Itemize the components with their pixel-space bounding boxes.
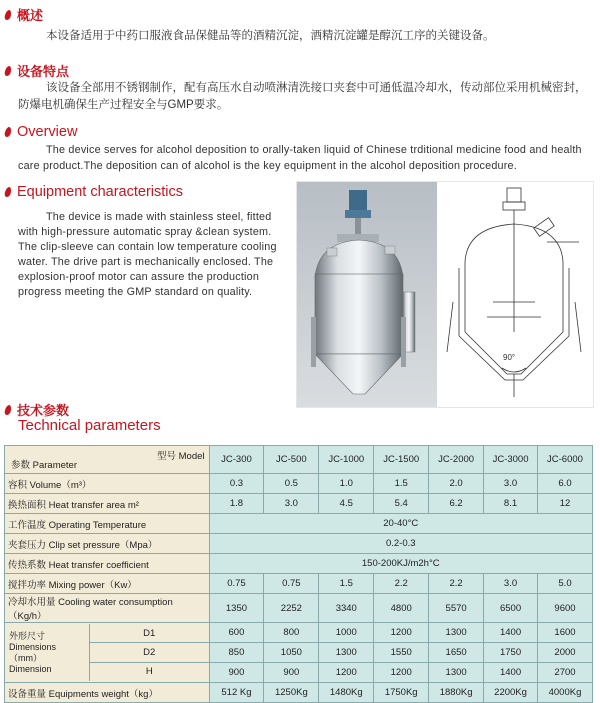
overview-en-title: Overview <box>4 124 77 140</box>
table-cell: 1550 <box>374 643 429 663</box>
table-cell: 600 <box>209 623 264 643</box>
features-en-line: explosion-proof motor can assure the production <box>18 271 260 283</box>
table-cell: 6500 <box>484 594 538 623</box>
model-header: JC-300 <box>209 446 264 474</box>
table-cell: 2000 <box>538 643 593 663</box>
features-en-title: Equipment characteristics <box>4 184 183 200</box>
table-row-d1 <box>5 623 593 643</box>
table-cell: 1300 <box>429 623 484 643</box>
table-cell: 1250Kg <box>264 683 319 703</box>
table-cell: 4000Kg <box>538 683 593 703</box>
table-cell: 3.0 <box>484 474 538 494</box>
tech-en-title: Technical parameters <box>18 417 161 434</box>
table-cell: 1.5 <box>319 574 374 594</box>
table-cell: 0.3 <box>209 474 264 494</box>
table-cell: 4800 <box>374 594 429 623</box>
table-cell: 850 <box>209 643 264 663</box>
overview-en-line1: The device serves for alcohol deposition to orally-taken liquid of Chinese trditional medicine food and health <box>46 144 582 156</box>
table-cell: 5570 <box>429 594 484 623</box>
features-en-line: with high-pressure automatic spray &clean system. <box>18 226 272 238</box>
table-cell: 1200 <box>319 663 374 683</box>
row-label: 冷却水用量 Cooling water consumption（Kg/h） <box>5 594 210 623</box>
table-row-weight <box>5 683 593 703</box>
overview-cn-text: 本设备适用于中药口服液食品保健品等的酒精沉淀，酒精沉淀罐是醇沉工序的关键设备。 <box>46 30 495 42</box>
features-en-line: water. The drive part is mechanically enclosed. The <box>18 256 274 268</box>
table-cell: 0.2-0.3 <box>209 534 592 554</box>
row-label: 传热系数 Heat transfer coefficient <box>5 554 210 574</box>
model-header: JC-1500 <box>374 446 429 474</box>
table-cell: 1050 <box>264 643 319 663</box>
features-cn-title: 设备特点 <box>4 61 69 80</box>
table-cell: 1350 <box>209 594 264 623</box>
table-cell: 5.0 <box>538 574 593 594</box>
table-cell: 1400 <box>484 663 538 683</box>
table-cell: 1.5 <box>374 474 429 494</box>
table-row-volume <box>5 474 593 494</box>
table-cell: 1650 <box>429 643 484 663</box>
table-cell: 1200 <box>374 623 429 643</box>
row-label: 换热面积 Heat transfer area m² <box>5 494 210 514</box>
table-cell: 8.1 <box>484 494 538 514</box>
overview-cn-title: 概述 <box>4 5 43 24</box>
red-drop-icon <box>4 127 12 137</box>
model-header: JC-2000 <box>429 446 484 474</box>
table-cell: 4.5 <box>319 494 374 514</box>
features-en-line: The device is made with stainless steel, fitted <box>46 211 272 223</box>
table-cell: 1300 <box>429 663 484 683</box>
table-cell: 1480Kg <box>319 683 374 703</box>
table-cell: 6.0 <box>538 474 593 494</box>
overview-en-line2: care product.The deposition can of alcohol is the key equipment in the alcohol deposition procedure. <box>18 160 517 172</box>
table-cell: 2.0 <box>429 474 484 494</box>
table-cell: 800 <box>264 623 319 643</box>
table-cell: 3.0 <box>264 494 319 514</box>
table-cell: 1750Kg <box>374 683 429 703</box>
table-row-header <box>5 446 593 474</box>
model-header: JC-3000 <box>484 446 538 474</box>
features-cn-line1: 该设备全部用不锈钢制作，配有高压水自动喷淋清洗接口夹套中可通低温冷却水，传动部位采用机械密封， <box>46 82 587 94</box>
table-cell: 900 <box>264 663 319 683</box>
table-cell: 3340 <box>319 594 374 623</box>
table-cell: 1400 <box>484 623 538 643</box>
header-corner: 型号 Model 参数 Parameter <box>5 446 210 474</box>
table-cell: 2252 <box>264 594 319 623</box>
features-en-line: progress meeting the GMP standard on quality. <box>18 286 253 298</box>
model-header: JC-6000 <box>538 446 593 474</box>
table-row-cooling <box>5 594 593 623</box>
table-cell: 2.2 <box>429 574 484 594</box>
equipment-image <box>296 181 594 408</box>
table-row-power <box>5 574 593 594</box>
model-header: JC-500 <box>264 446 319 474</box>
features-en-line: The clip-sleeve can contain low temperature cooling <box>18 241 277 253</box>
angle-label: 90° <box>503 353 516 362</box>
table-cell: 150-200KJ/m2h°C <box>209 554 592 574</box>
model-header: JC-1000 <box>319 446 374 474</box>
table-cell: 0.75 <box>264 574 319 594</box>
row-label: 设备重量 Equipments weight（kg） <box>5 683 210 703</box>
table-cell: 3.0 <box>484 574 538 594</box>
table-cell: 5.4 <box>374 494 429 514</box>
table-row-pressure <box>5 534 593 554</box>
table-row-coefficient <box>5 554 593 574</box>
table-cell: 1600 <box>538 623 593 643</box>
table-cell: 1.8 <box>209 494 264 514</box>
table-cell: 1.0 <box>319 474 374 494</box>
tank-illustration <box>297 182 593 407</box>
spec-table <box>4 445 593 703</box>
table-cell: 1750 <box>484 643 538 663</box>
row-label: 工作温度 Operating Temperature <box>5 514 210 534</box>
table-cell: 2200Kg <box>484 683 538 703</box>
dimensions-label: 外形尺寸 Dimensions （mm） Dimension D1 D2 H <box>5 623 210 683</box>
table-cell: 1000 <box>319 623 374 643</box>
row-label: 夹套压力 Clip set pressure（Mpa） <box>5 534 210 554</box>
red-drop-icon <box>4 66 12 76</box>
row-label: 搅拌功率 Mixing power（Kw） <box>5 574 210 594</box>
table-cell: 12 <box>538 494 593 514</box>
table-cell: 1300 <box>319 643 374 663</box>
features-cn-line2: 防爆电机确保生产过程安全与GMP要求。 <box>18 99 229 111</box>
table-cell: 0.75 <box>209 574 264 594</box>
row-label: 容积 Volume（m³） <box>5 474 210 494</box>
table-cell: 2.2 <box>374 574 429 594</box>
red-drop-icon <box>4 187 12 197</box>
tech-cn-title: 技术参数 <box>4 400 69 419</box>
table-row-temperature <box>5 514 593 534</box>
red-drop-icon <box>4 10 12 20</box>
table-cell: 1200 <box>374 663 429 683</box>
table-cell: 6.2 <box>429 494 484 514</box>
table-cell: 9600 <box>538 594 593 623</box>
red-drop-icon <box>4 405 12 415</box>
table-cell: 1880Kg <box>429 683 484 703</box>
table-cell: 0.5 <box>264 474 319 494</box>
table-cell: 512 Kg <box>209 683 264 703</box>
table-cell: 2700 <box>538 663 593 683</box>
table-cell: 20-40°C <box>209 514 592 534</box>
table-cell: 900 <box>209 663 264 683</box>
table-row-area <box>5 494 593 514</box>
